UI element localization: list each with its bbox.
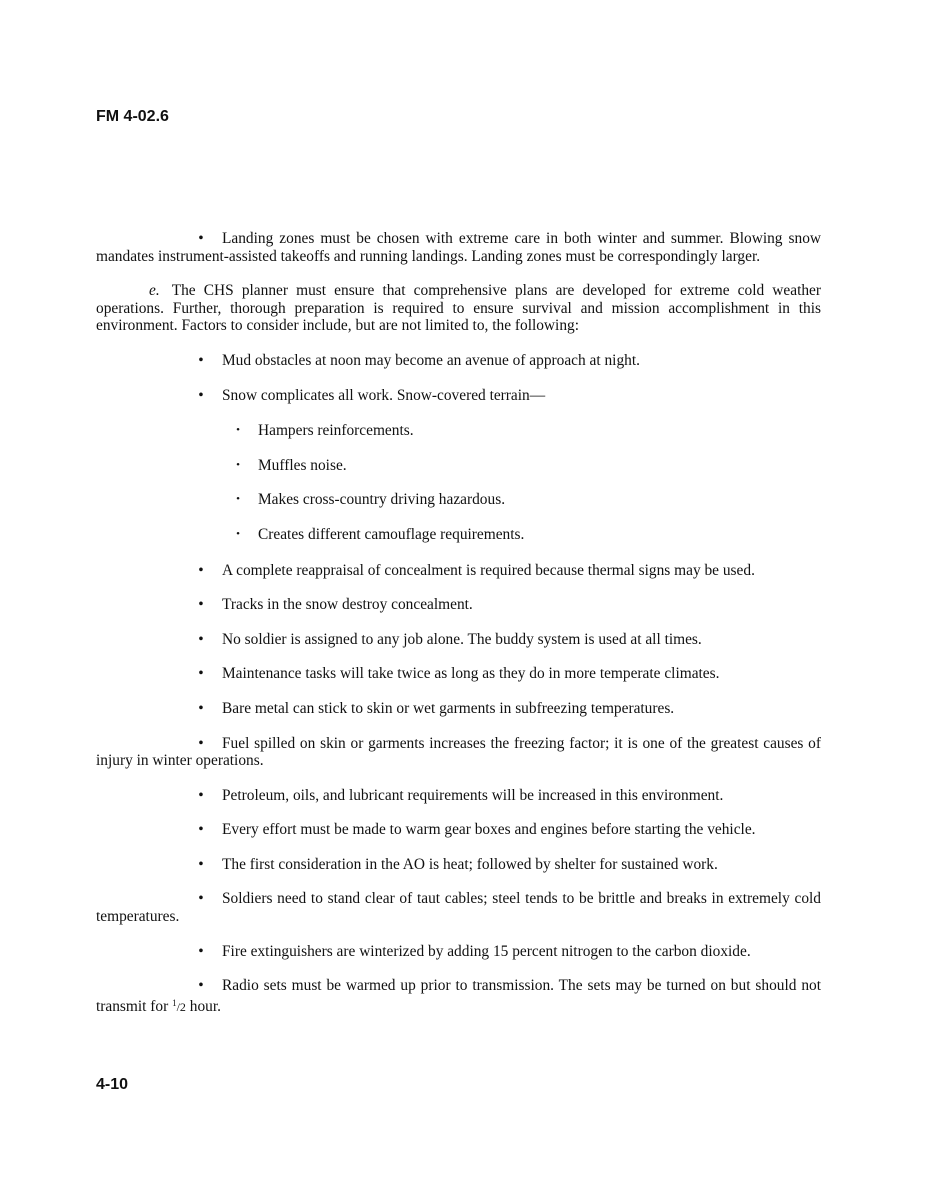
list-item [180, 787, 821, 805]
intro-bullet-text: Landing zones must be chosen with extreme care in both winter and summer. Blowing snow mandates instrument-assisted takeoffs and running landings. Landing zones must be correspondingly larger. [96, 230, 821, 265]
list-item [96, 977, 821, 1016]
sub-bullet-marker: • [236, 493, 240, 506]
bullet-marker: • [198, 665, 204, 683]
list-item-text: Petroleum, oils, and lubricant requirements will be increased in this environment. [222, 786, 724, 804]
list-item-text: A complete reappraisal of concealment is required because thermal signs may be used. [222, 561, 755, 579]
list-item-text: Radio sets must be warmed up prior to transmission. The sets may be turned on but should not transmit for [96, 977, 821, 1015]
paragraph-label: e. [149, 282, 160, 300]
fraction-denominator: /2 [176, 999, 186, 1014]
list-item-text: Soldiers need to stand clear of taut cables; steel tends to be brittle and breaks in extremely cold temperatures. [96, 890, 821, 926]
bullet-marker: • [198, 386, 204, 404]
sub-list-item-text: Makes cross-country driving hazardous. [258, 491, 506, 509]
list-item-tail: hour. [185, 997, 221, 1015]
sub-list-item [218, 457, 821, 475]
list-item [180, 943, 821, 961]
bullet-marker: • [198, 699, 204, 717]
sub-list-item [218, 526, 821, 544]
bullet-marker: • [198, 351, 204, 369]
list-item [96, 890, 821, 925]
intro-bullet [96, 230, 821, 265]
list-item-text: Tracks in the snow destroy concealment. [222, 596, 473, 614]
bullet-marker: • [198, 855, 204, 873]
bullet-marker: • [198, 890, 204, 908]
sub-bullet-marker: • [236, 527, 240, 540]
fraction-numerator: 1 [172, 997, 177, 1008]
list-item [180, 700, 821, 718]
list-item [180, 596, 821, 614]
list-item-text: No soldier is assigned to any job alone. The buddy system is used at all times. [222, 630, 702, 648]
bullet-marker: • [198, 977, 204, 995]
page-number: 4-10 [96, 1076, 129, 1093]
sub-bullet-marker: • [236, 458, 240, 471]
list-item-text: Every effort must be made to warm gear boxes and engines before starting the vehicle. [222, 821, 756, 839]
sub-list-item-text: Creates different camouflage requirements. [258, 525, 525, 543]
sub-list-item-text: Muffles noise. [258, 456, 347, 474]
bullet-marker: • [198, 734, 204, 752]
sub-bullet-marker: • [236, 424, 240, 437]
bullet-marker: • [198, 821, 204, 839]
list-item [180, 352, 821, 370]
bullet-marker: • [198, 630, 204, 648]
page-body [96, 230, 821, 1016]
list-item [96, 735, 821, 770]
sub-list-item [218, 491, 821, 509]
list-item [180, 631, 821, 649]
list-item-text: Maintenance tasks will take twice as long as they do in more temperate climates. [222, 665, 720, 683]
list-item [180, 665, 821, 683]
list-item-text: Fire extinguishers are winterized by adding 15 percent nitrogen to the carbon dioxide. [222, 942, 751, 960]
list-item [180, 387, 821, 405]
list-item-text: Snow complicates all work. Snow-covered terrain— [222, 386, 546, 404]
paragraph-e-text: The CHS planner must ensure that comprehensive plans are developed for extreme cold weather operations. Further, thorough preparation is required to ensure survival and mission accomplishment in this environment. Factors to consider include, but are not limited to, the following: [96, 282, 821, 335]
list-item [180, 821, 821, 839]
bullet-marker: • [198, 561, 204, 579]
list-item-text: Mud obstacles at noon may become an avenue of approach at night. [222, 351, 640, 369]
list-item-text: Fuel spilled on skin or garments increases the freezing factor; it is one of the greatest causes of injury in winter operations. [96, 734, 821, 770]
list-item-text: Bare metal can stick to skin or wet garments in subfreezing temperatures. [222, 699, 675, 717]
bullet-marker: • [198, 230, 204, 247]
sub-list-item-text: Hampers reinforcements. [258, 422, 414, 440]
bullet-marker: • [198, 596, 204, 614]
paragraph-e [96, 282, 821, 335]
list-item-text: The first consideration in the AO is heat; followed by shelter for sustained work. [222, 855, 718, 873]
bullet-marker: • [198, 942, 204, 960]
sub-list-item [218, 422, 821, 440]
document-id: FM 4-02.6 [96, 108, 169, 125]
list-item [180, 562, 821, 580]
list-item [180, 856, 821, 874]
bullet-marker: • [198, 786, 204, 804]
